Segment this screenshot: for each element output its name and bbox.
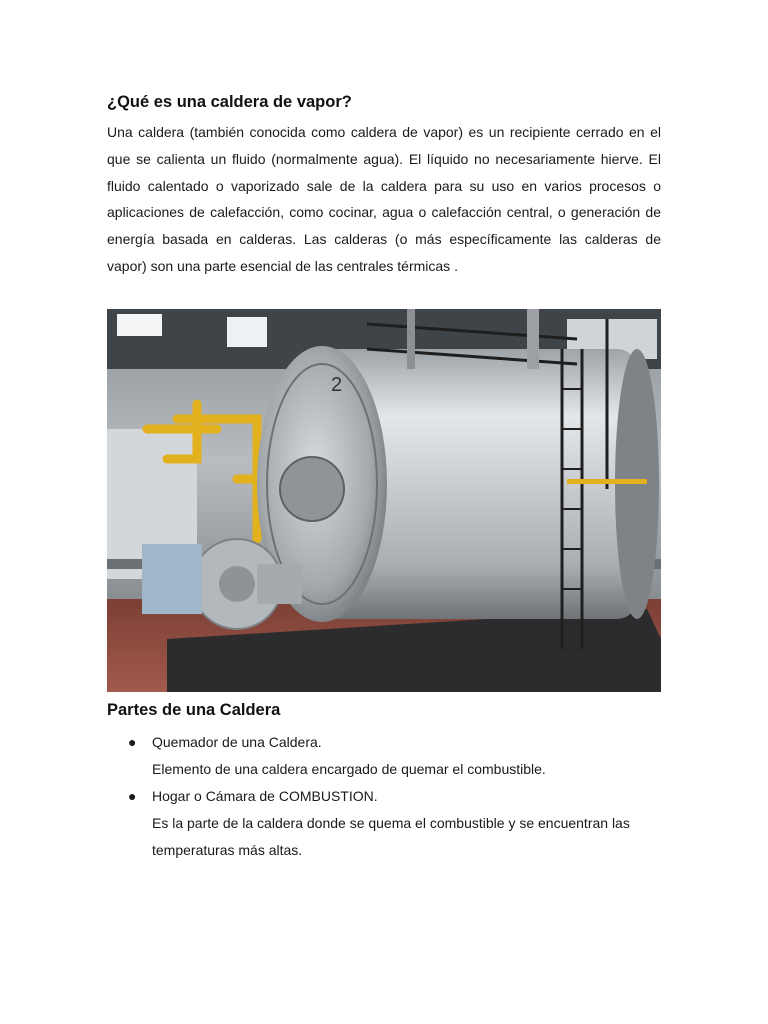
list-item-title: Quemador de una Caldera.: [152, 734, 322, 750]
list-item-description: Elemento de una caldera encargado de quemar el combustible.: [152, 761, 546, 777]
list-item: [107, 729, 661, 783]
bullet-icon: ●: [128, 734, 137, 750]
section-heading-boiler-parts: Partes de una Caldera: [107, 701, 281, 719]
list-item-title: Hogar o Cámara de COMBUSTION.: [152, 788, 378, 804]
boiler-number-label: 2: [331, 374, 343, 396]
list-item: [107, 783, 661, 864]
bullet-icon: ●: [128, 788, 137, 804]
boiler-photo: [107, 309, 661, 692]
list-item-description: Es la parte de la caldera donde se quema el combustible y se encuentran las temperaturas más altas.: [152, 815, 630, 858]
section-heading-what-is-boiler: ¿Qué es una caldera de vapor?: [107, 93, 352, 111]
boiler-parts-list: [107, 729, 661, 864]
intro-paragraph: Una caldera (también conocida como caldera de vapor) es un recipiente cerrado en el que se calienta un fluido (normalmente agua). El líquido no necesariamente hierve. El fluido calentado o vaporizado sale de la caldera para su uso en varios procesos o aplicaciones de calefacción, como cocinar, agua o calefacción central, o generación de energía basada en calderas. Las calderas (o más específicamente las calderas de vapor) son una parte esencial de las centrales térmicas .: [107, 124, 661, 274]
